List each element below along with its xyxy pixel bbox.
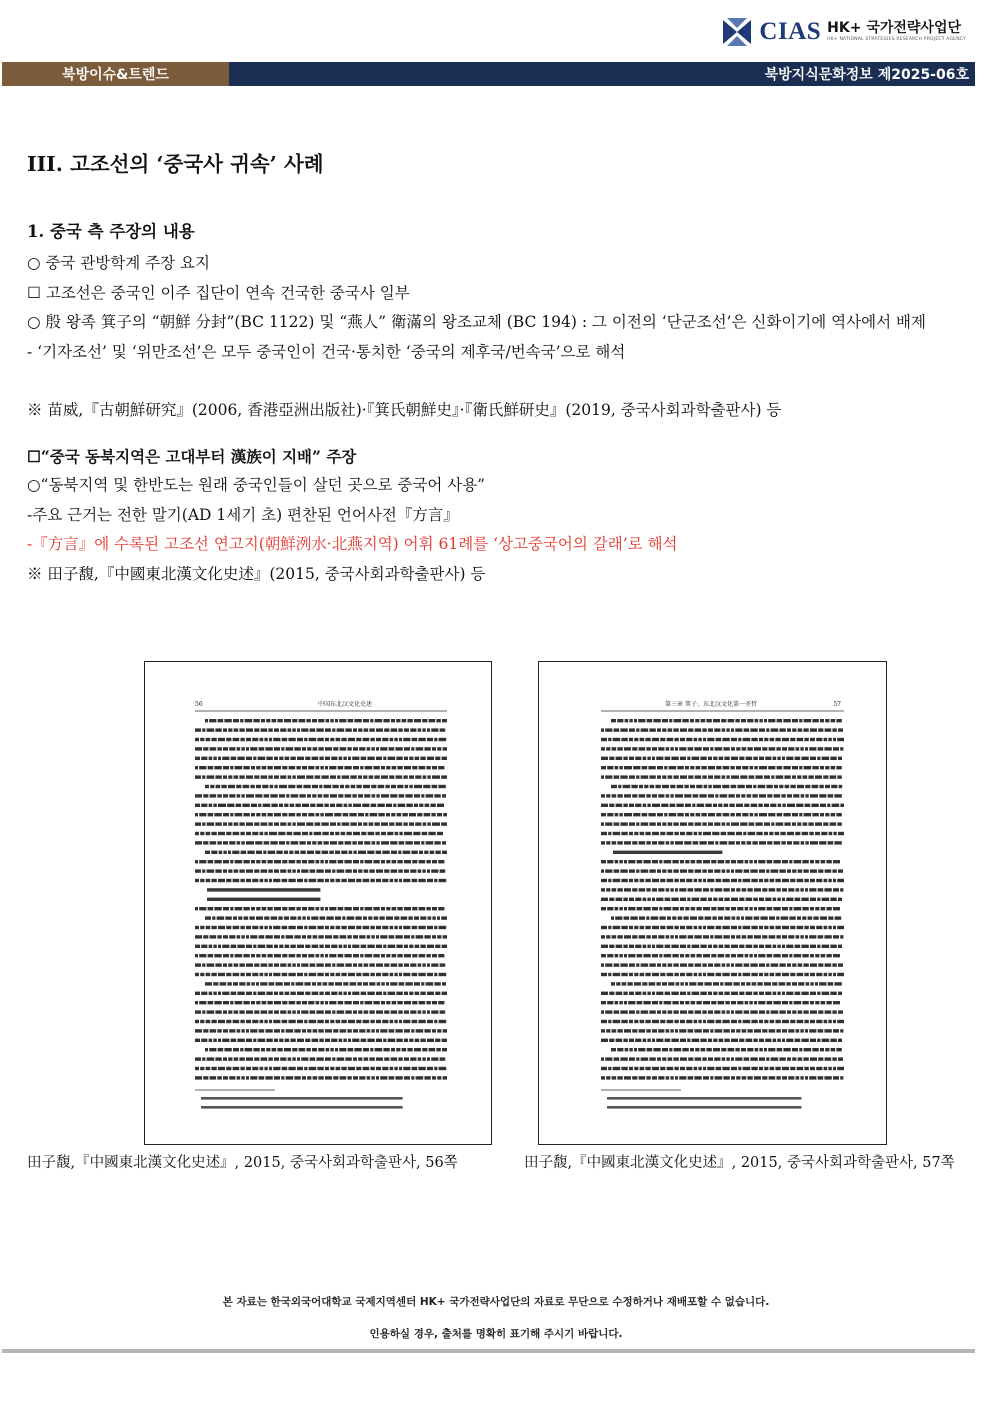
page-number: 56 bbox=[195, 701, 203, 708]
highlighted-line: -『方言』에 수록된 고조선 연고지(朝鮮洌水·北燕지역) 어휘 61례를 ‘상고중국어의 갈래’로 해석 bbox=[27, 535, 678, 553]
page-number: 57 bbox=[833, 701, 841, 708]
bullet-line: - ‘기자조선’ 및 ‘위만조선’은 모두 중국인이 건국·통치한 ‘중국의 제후국/번속국’으로 해석 bbox=[27, 342, 626, 361]
book-page-scan-56 bbox=[144, 661, 492, 1145]
bullet-line: ○ 중국 관방학계 주장 요지 bbox=[27, 254, 210, 272]
section-title: III. 고조선의 ‘중국사 귀속’ 사례 bbox=[27, 152, 324, 176]
citation-notice: 인용하실 경우, 출처를 명확히 표기해 주시기 바랍니다. bbox=[369, 1328, 623, 1340]
reference-note: ※ 田子馥,『中國東北漢文化史述』(2015, 중국사회과학출판사) 등 bbox=[27, 564, 486, 583]
bullet-line: -주요 근거는 전한 말기(AD 1세기 초) 편찬된 언어사전『方言』 bbox=[27, 505, 459, 524]
bullet-line: ○ 殷 왕족 箕子의 “朝鮮 分封”(BC 1122) 및 “燕人” 衛滿의 왕조교체 (BC 194) : 그 이전의 ‘단군조선’은 신화이기에 역사에서 배제 bbox=[27, 313, 926, 331]
cias-emblem-icon bbox=[721, 16, 753, 48]
book-page-scan-57 bbox=[538, 661, 887, 1145]
article-body bbox=[27, 148, 962, 589]
running-head: 中国东北汉文化史述 bbox=[317, 701, 373, 708]
footer-divider bbox=[2, 1349, 975, 1353]
category-label: 북방이슈&트렌드 bbox=[2, 62, 229, 86]
scanned-page-image bbox=[145, 662, 491, 1144]
cias-logo bbox=[721, 16, 966, 48]
header-band bbox=[2, 62, 975, 86]
figure-caption: 田子馥,『中國東北漢文化史述』, 2015, 중국사회과학출판사, 57쪽 bbox=[524, 1155, 955, 1171]
subsection-title: 1. 중국 측 주장의 내용 bbox=[27, 222, 195, 241]
copyright-notice: 본 자료는 한국외국어대학교 국제지역센터 HK+ 국가전략사업단의 자료로 무단으로 수정하거나 재배포할 수 없습니다. bbox=[222, 1296, 770, 1308]
logo-title: HK+ 국가전략사업단 bbox=[827, 20, 961, 36]
bullet-line: ☐ 고조선은 중국인 이주 집단이 연속 건국한 중국사 일부 bbox=[27, 283, 410, 302]
claim-heading: ☐“중국 동북지역은 고대부터 漢族이 지배” 주장 bbox=[27, 446, 357, 466]
scanned-page-image bbox=[539, 662, 886, 1144]
logo-text: CIAS bbox=[759, 18, 822, 45]
running-head: 第三章 箕子、东北汉文化第一圣哲 bbox=[665, 701, 757, 708]
reference-note: ※ 苗威,『古朝鮮研究』(2006, 香港亞洲出版社)·『箕氏朝鮮史』·『衛氏鮮研史』(2019, 중국사회과학출판사) 등 bbox=[27, 401, 782, 419]
figure-caption: 田子馥,『中國東北漢文化史述』, 2015, 중국사회과학출판사, 56쪽 bbox=[27, 1155, 458, 1171]
logo-subtitle: HK+ NATIONAL STRATEGIES RESEARCH PROJECT AGENCY bbox=[827, 37, 966, 42]
issue-number: 북방지식문화정보 제2025-06호 bbox=[229, 62, 975, 86]
bullet-line: ○“동북지역 및 한반도는 원래 중국인들이 살던 곳으로 중국어 사용” bbox=[27, 476, 486, 494]
